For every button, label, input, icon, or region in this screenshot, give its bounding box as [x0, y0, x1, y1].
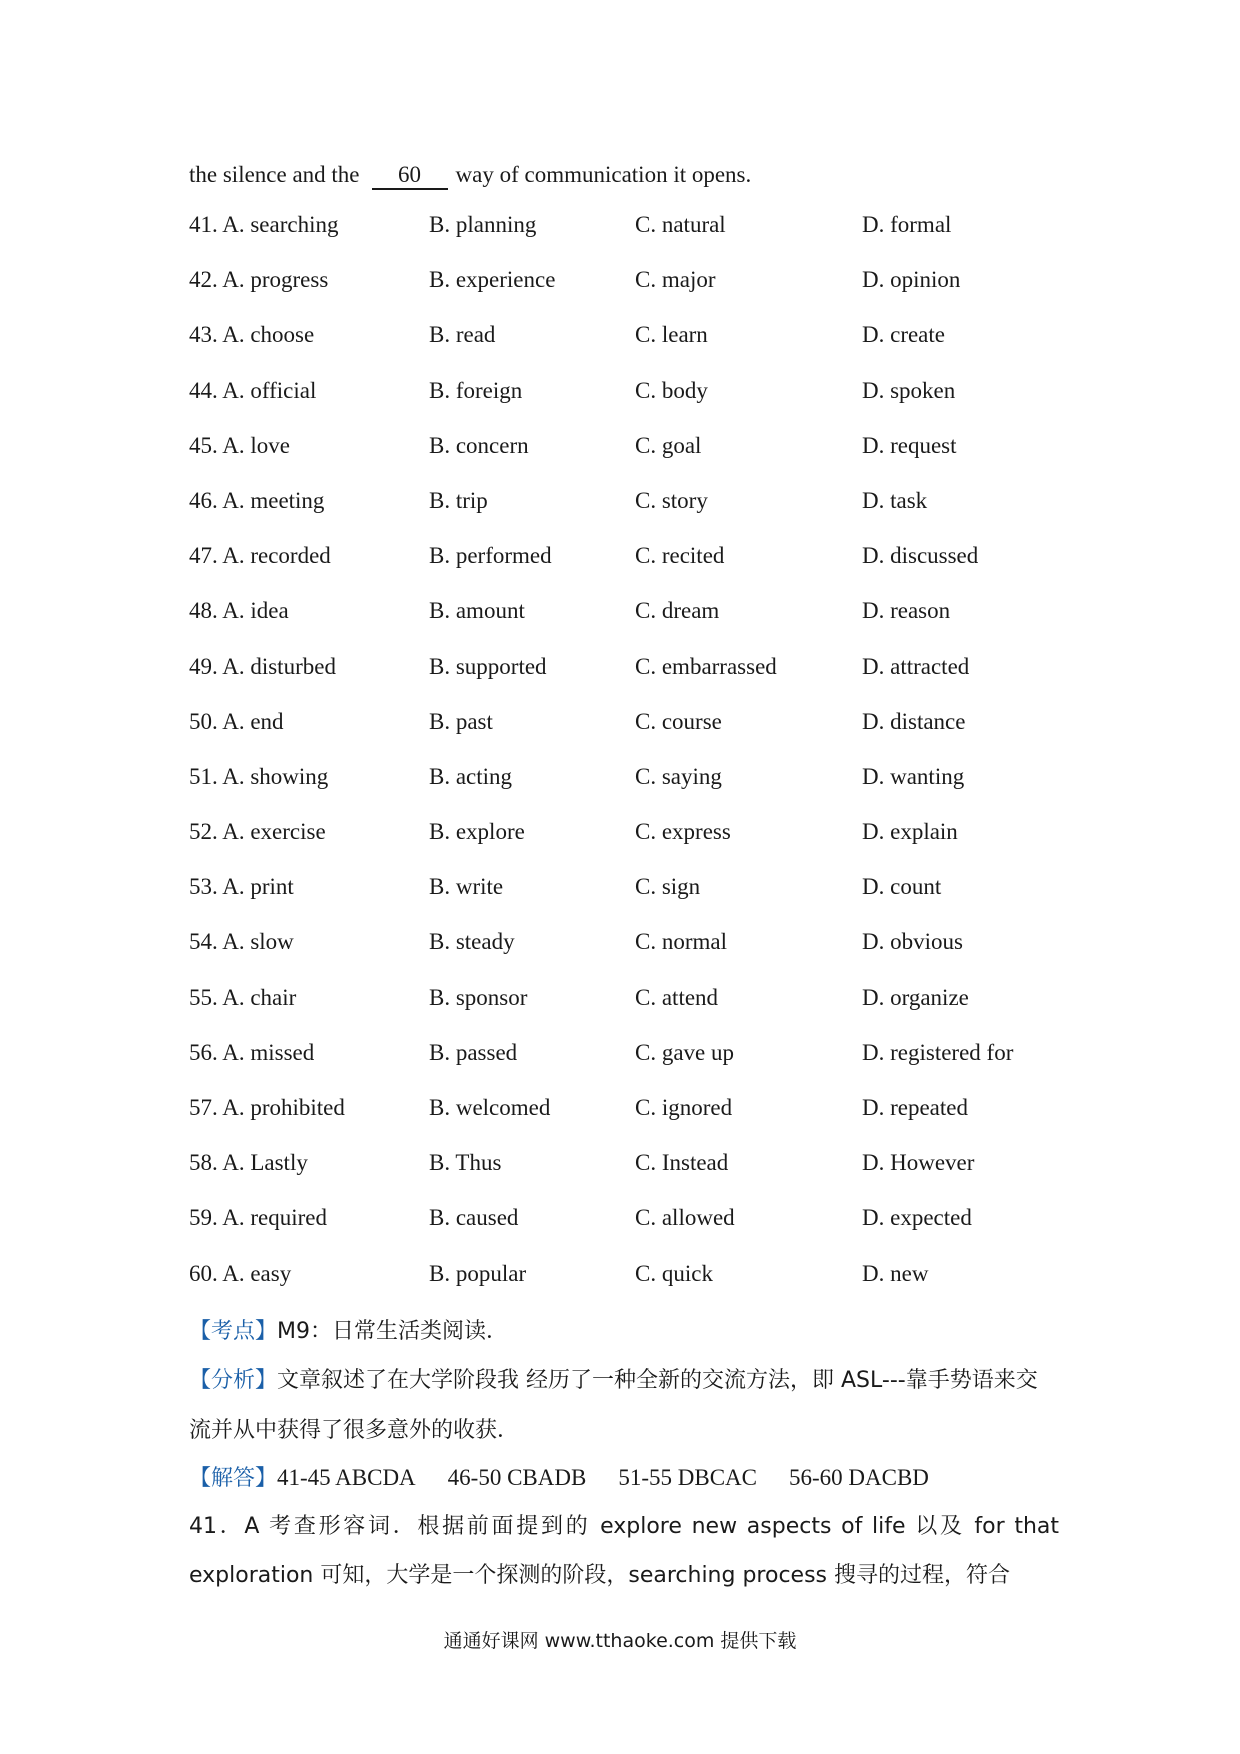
option-b: B. read [429, 322, 496, 348]
question-number: 60. [189, 1260, 218, 1286]
option-row [189, 263, 1069, 318]
answer-group: 56-60 DACBD [788, 1465, 929, 1490]
option-c: C. gave up [635, 1039, 735, 1065]
question-number: 53. [189, 874, 218, 900]
option-c: C. course [635, 708, 722, 734]
question-number: 45. [189, 432, 218, 458]
option-text: A. easy [222, 1260, 292, 1286]
option-b: B. passed [429, 1039, 518, 1065]
option-b: B. amount [429, 598, 525, 624]
question-number: 46. [189, 487, 218, 513]
option-a [189, 484, 324, 518]
fenxi-section [189, 1355, 1059, 1455]
option-b: B. sponsor [429, 984, 528, 1010]
option-c: C. attend [635, 984, 719, 1010]
option-d: D. attracted [862, 653, 970, 679]
option-d: D. organize [862, 984, 969, 1010]
jieda-section [189, 1453, 1059, 1503]
option-b: B. steady [429, 929, 515, 955]
option-row [189, 650, 1069, 705]
option-a [189, 1201, 327, 1235]
option-c: C. learn [635, 322, 708, 348]
option-row [189, 374, 1069, 429]
question-number: 54. [189, 929, 218, 955]
option-b: B. welcomed [429, 1095, 551, 1120]
option-c: C. goal [635, 432, 702, 458]
answer-group: 46-50 CBADB [447, 1465, 587, 1490]
option-row [189, 981, 1069, 1036]
option-a [189, 1036, 314, 1070]
option-a [189, 815, 326, 849]
option-d: D. registered for [862, 1039, 1014, 1065]
option-a [189, 981, 296, 1015]
option-c: C. story [635, 487, 708, 513]
question-number: 59. [189, 1205, 218, 1231]
option-text: A. prohibited [222, 1095, 345, 1120]
option-text: A. exercise [222, 819, 326, 845]
option-text: A. end [222, 708, 284, 734]
option-a [189, 925, 294, 959]
question-number: 47. [189, 543, 218, 569]
option-d: D. repeated [862, 1095, 968, 1120]
option-d: D. However [862, 1150, 975, 1176]
option-d: D. discussed [862, 543, 979, 569]
option-d: D. spoken [862, 377, 956, 403]
option-c: C. Instead [635, 1150, 729, 1176]
option-row [189, 760, 1069, 815]
footer-credit: 通通好课网 www.tthaoke.com 提供下载 [443, 1630, 797, 1652]
option-c: C. major [635, 267, 716, 293]
option-b: B. experience [429, 267, 556, 293]
option-row [189, 815, 1069, 870]
option-a [189, 870, 294, 904]
option-text: A. searching [222, 212, 339, 237]
option-text: A. choose [222, 322, 315, 348]
option-c: C. normal [635, 929, 727, 955]
option-d: D. new [862, 1260, 929, 1286]
kaodian-section [189, 1306, 1059, 1356]
option-d: D. formal [862, 212, 952, 237]
option-b: B. performed [429, 543, 552, 569]
question-number: 42. [189, 267, 218, 293]
option-a [189, 760, 328, 794]
option-a [189, 374, 316, 408]
option-d: D. request [862, 432, 957, 458]
option-a [189, 1146, 308, 1180]
option-d: D. explain [862, 819, 958, 845]
option-c: C. quick [635, 1260, 713, 1286]
option-d: D. count [862, 874, 942, 900]
option-text: A. meeting [222, 487, 325, 513]
option-d: D. task [862, 487, 928, 513]
option-b: B. caused [429, 1205, 519, 1231]
passage-fragment [189, 158, 751, 192]
option-b: B. acting [429, 763, 513, 789]
option-b: B. planning [429, 212, 537, 237]
option-row [189, 484, 1069, 539]
option-b: B. explore [429, 819, 525, 845]
option-b: B. supported [429, 653, 547, 679]
option-text: A. Lastly [222, 1150, 308, 1176]
kaodian-text: M9：日常生活类阅读． [277, 1319, 508, 1344]
option-a [189, 429, 290, 463]
option-text: A. showing [222, 763, 329, 789]
option-b: B. concern [429, 432, 529, 458]
option-row [189, 705, 1069, 760]
option-a [189, 1091, 345, 1125]
option-row [189, 318, 1069, 373]
option-row [189, 429, 1069, 484]
question-number: 44. [189, 377, 218, 403]
option-row [189, 594, 1069, 649]
option-text: A. recorded [222, 543, 331, 569]
option-a [189, 208, 338, 242]
option-d: D. create [862, 322, 945, 348]
option-a [189, 1257, 291, 1291]
option-b: B. Thus [429, 1150, 502, 1176]
jieda-tag: 【解答】 [189, 1466, 278, 1491]
option-row [189, 1036, 1069, 1091]
option-c: C. recited [635, 543, 725, 569]
option-row [189, 539, 1069, 594]
options-list [189, 208, 1069, 1312]
fenxi-tag: 【分析】 [189, 1368, 278, 1393]
question-number: 52. [189, 819, 218, 845]
option-a [189, 705, 284, 739]
option-c: C. sign [635, 874, 701, 900]
option-b: B. popular [429, 1260, 527, 1286]
question-number: 55. [189, 984, 218, 1010]
question-number: 51. [189, 763, 218, 789]
question-number: 56. [189, 1039, 218, 1065]
option-d: D. expected [862, 1205, 972, 1231]
answer-group: 41-45 ABCDA [277, 1465, 416, 1490]
question-number: 43. [189, 322, 218, 348]
option-row [189, 1091, 1069, 1146]
option-a [189, 539, 331, 573]
option-a [189, 650, 336, 684]
option-text: A. slow [222, 929, 294, 955]
option-row [189, 925, 1069, 980]
option-d: D. reason [862, 598, 951, 624]
option-b: B. write [429, 874, 504, 900]
option-row [189, 208, 1069, 263]
question-number: 50. [189, 708, 218, 734]
passage-text-after: way of communication it opens. [455, 162, 752, 187]
question-number: 49. [189, 653, 218, 679]
option-b: B. trip [429, 487, 488, 513]
option-d: D. distance [862, 708, 966, 734]
option-text: A. love [222, 432, 290, 458]
kaodian-tag: 【考点】 [189, 1319, 278, 1344]
option-text: A. official [222, 377, 317, 403]
question-number: 48. [189, 598, 218, 624]
option-c: C. dream [635, 598, 720, 624]
option-row [189, 870, 1069, 925]
option-text: A. required [222, 1205, 327, 1231]
option-a [189, 318, 314, 352]
question-number: 57. [189, 1095, 218, 1120]
option-c: C. allowed [635, 1205, 735, 1231]
answer-group: 51-55 DBCAC [618, 1465, 757, 1490]
option-c: C. saying [635, 763, 722, 789]
option-row [189, 1146, 1069, 1201]
question-number: 58. [189, 1150, 218, 1176]
question-number: 41. [189, 212, 218, 237]
passage-text-before: the silence and the [189, 162, 360, 187]
option-b: B. foreign [429, 377, 523, 403]
option-a [189, 263, 328, 297]
option-text: A. disturbed [222, 653, 336, 679]
option-c: C. ignored [635, 1095, 733, 1120]
option-text: A. progress [222, 267, 329, 293]
fenxi-text: 文章叙述了在大学阶段我 经历了一种全新的交流方法，即 ASL---靠手势语来交流并从中获得了很多意外的收获． [189, 1368, 1038, 1443]
option-b: B. past [429, 708, 493, 734]
blank-60: 60 [372, 162, 448, 190]
option-row [189, 1257, 1069, 1312]
option-c: C. natural [635, 212, 726, 237]
q41-explanation: 41．A 考查形容词．根据前面提到的 explore new aspects of life 以及 for that exploration 可知，大学是一个探测的阶段，searching process 搜寻的过程，符合 [189, 1514, 1059, 1588]
option-row [189, 1201, 1069, 1256]
option-text: A. print [222, 874, 294, 900]
option-c: C. embarrassed [635, 653, 777, 679]
option-c: C. body [635, 377, 708, 403]
option-d: D. wanting [862, 763, 965, 789]
option-text: A. chair [222, 984, 297, 1010]
option-text: A. idea [222, 598, 289, 624]
option-c: C. express [635, 819, 731, 845]
option-d: D. obvious [862, 929, 963, 955]
option-text: A. missed [222, 1039, 315, 1065]
option-d: D. opinion [862, 267, 961, 293]
option-a [189, 594, 289, 628]
